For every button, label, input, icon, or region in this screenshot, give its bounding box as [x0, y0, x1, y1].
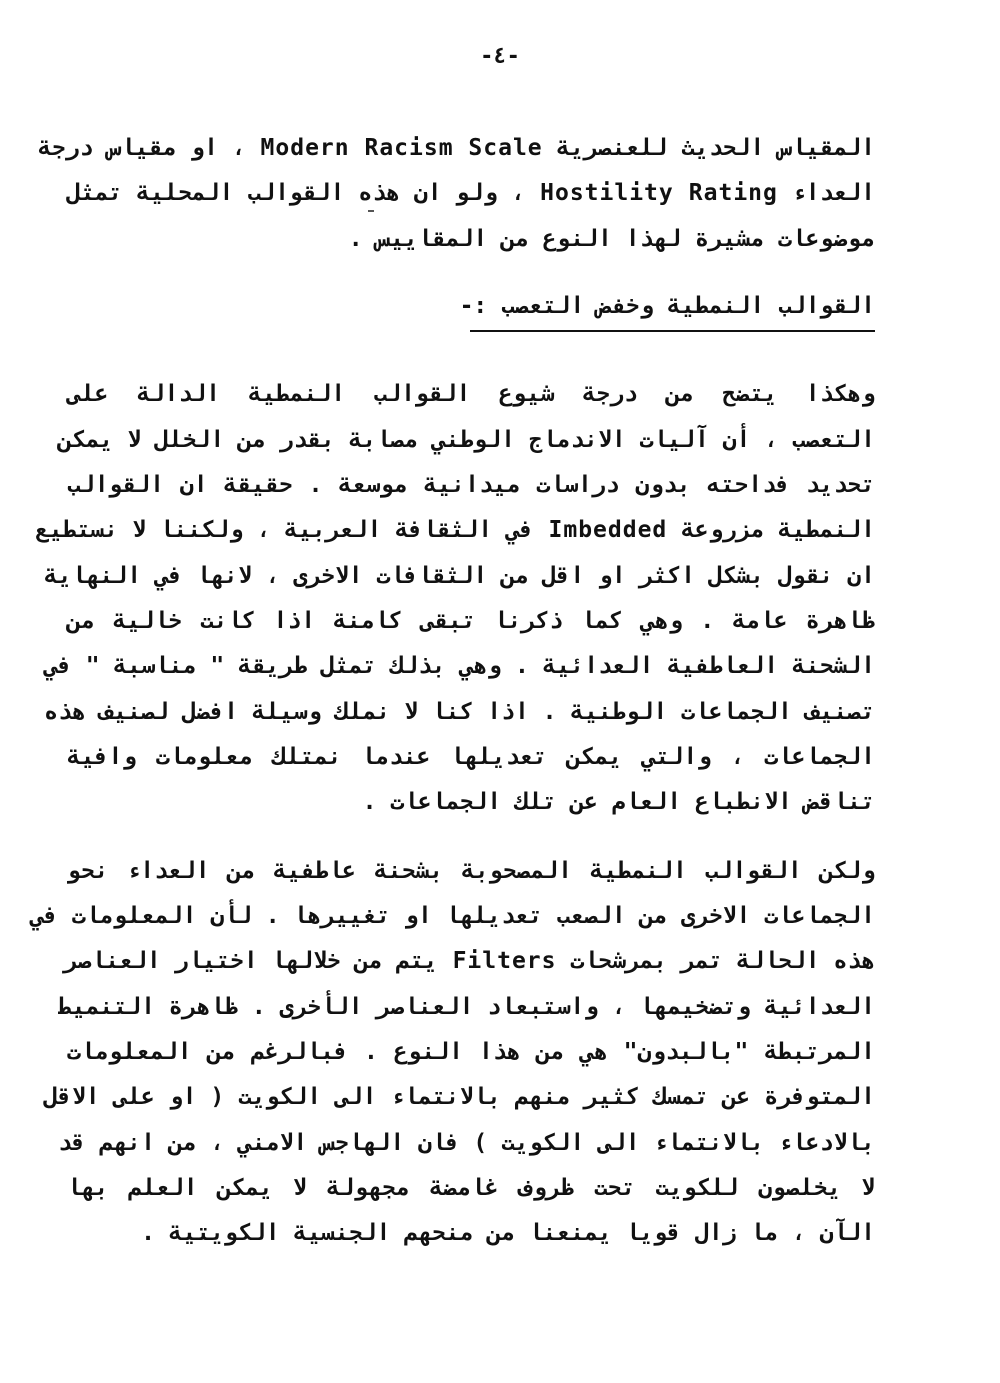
paragraph1-line: الشحنة العاطفية العدائية . وهي بذلك تمثل طريقة " مناسبة " في: [44, 653, 875, 679]
stray-mark: [368, 210, 374, 212]
paragraph1-line: تصنيف الجماعات الوطنية . اذا كنا لا نملك وسيلة افضل لصنيف هذه: [44, 699, 875, 725]
paragraph1-line: ظاهرة عامة . وهي كما ذكرنا تبقى كامنة اذا كانت خالية من: [67, 608, 875, 634]
paragraph2-line: الجماعات الاخرى من الصعب تعديلها او تغييرها . لأن المعلومات في: [30, 903, 875, 929]
paragraph1-line: ان نقول بشكل اكثر او اقل من الثقافات الاخرى ، لانها في النهاية: [44, 563, 875, 589]
page-number: -٤-: [480, 44, 520, 69]
intro-line: موضوعات مشيرة لهذا النوع من المقاييس .: [348, 226, 875, 252]
paragraph2-line: ولكن القوالب النمطية المصحوبة بشحنة عاطفية من العداء نحو: [67, 858, 875, 884]
paragraph1-line: تحديد فداحته بدون دراسات ميدانية موسعة . حقيقة ان القوالب: [67, 472, 875, 498]
section-heading: القوالب النمطية وخفض التعصب :-: [470, 290, 875, 332]
paragraph2-line: العدائية وتضخيمها ، واستبعاد العناصر الأخرى . ظاهرة التنميط: [58, 994, 875, 1020]
paragraph1-line: تناقض الانطباع العام عن تلك الجماعات .: [362, 789, 875, 815]
paragraph2-line: المتوفرة عن تمسك كثير منهم بالانتماء الى الكويت ( او على الاقل: [44, 1084, 875, 1110]
intro-line: المقياس الحديث للعنصرية Modern Racism Scale ، او مقياس درجة: [37, 135, 875, 161]
paragraph2-line: بالادعاء بالانتماء الى الكويت ) فان الهاجس الامني ، من انهم قد: [58, 1130, 875, 1156]
paragraph1-line: الجماعات ، والتي يمكن تعديلها عندما نمتلك معلومات وافية: [67, 744, 875, 770]
paragraph1-line: النمطية مزروعة Imbedded في الثقافة العربية ، ولكننا لا نستطيع: [35, 517, 875, 543]
paragraph1-line: وهكذا يتضح من درجة شيوع القوالب النمطية الدالة على: [67, 381, 875, 407]
paragraph2-line: الآن ، ما زال قويا يمنعنا من منحهم الجنسية الكويتية .: [141, 1220, 875, 1246]
paragraph2-line: لا يخلصون للكويت تحت ظروف غامضة مجهولة لا يمكن العلم بها: [67, 1175, 875, 1201]
paragraph2-line: هذه الحالة تمر بمرشحات Filters يتم من خلالها اختيار العناصر: [63, 948, 875, 974]
paragraph1-line: التعصب ، أن آليات الاندماج الوطني مصابة بقدر من الخلل لا يمكن: [58, 427, 875, 453]
intro-line: العداء Hostility Rating ، ولو ان هذه القوالب المحلية تمثل: [67, 180, 875, 206]
paragraph2-line: المرتبطة "بالبدون" هي من هذا النوع . فبالرغم من المعلومات: [67, 1039, 875, 1065]
